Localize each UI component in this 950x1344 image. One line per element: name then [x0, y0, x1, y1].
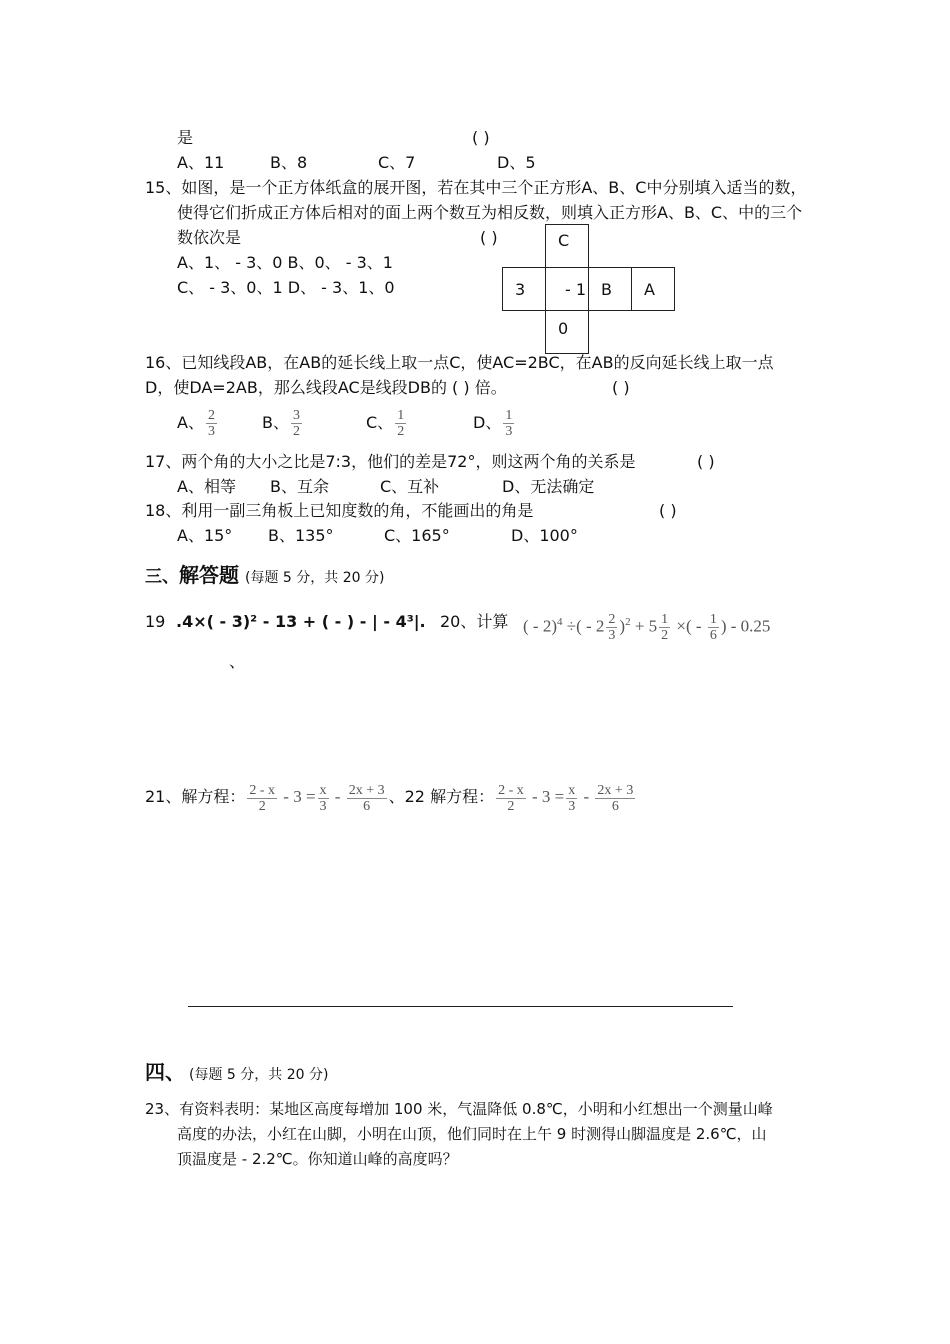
- q21-label: 21、解方程：: [145, 787, 246, 806]
- q22-frac-c-num: 2x + 3: [597, 782, 634, 798]
- net-square-top: [545, 224, 589, 268]
- q20-frac2-den: 2: [661, 628, 669, 644]
- section-4-heading: [145, 1060, 328, 1087]
- q16-option-b-den: 2: [292, 424, 300, 439]
- q20-frac3-den: 6: [709, 628, 717, 644]
- q22-frac-b-den: 3: [568, 798, 576, 814]
- q16-option-c-label: C、: [366, 413, 394, 432]
- q22-frac-c-den: 6: [611, 798, 619, 814]
- q17-option-b: B、互余: [270, 477, 329, 496]
- q21-q22-line: [145, 776, 637, 818]
- q20-frac3-num: 1: [709, 612, 717, 628]
- q22-frac-b-num: x: [568, 782, 576, 798]
- q17-option-c: C、互补: [380, 477, 440, 496]
- section-4-title: 四、: [145, 1060, 185, 1084]
- section-3-note: (每题 5 分，共 20 分): [245, 570, 385, 586]
- q16-option-b-label: B、: [262, 413, 289, 432]
- q18-answer-paren: ( ): [659, 501, 677, 520]
- q16-option-d-label: D、: [473, 413, 502, 432]
- q16-option-d: [473, 405, 516, 441]
- q17-option-a: A、相等: [177, 477, 236, 496]
- net-label-c: C: [558, 231, 570, 250]
- q16-option-a-label: A、: [177, 413, 204, 432]
- q22-frac-a-den: 2: [507, 798, 515, 814]
- net-label-neg1: - 1: [564, 279, 586, 299]
- q16-option-d-den: 3: [505, 424, 513, 439]
- q16-option-b: [262, 405, 304, 441]
- q14-option-b: B、8: [270, 153, 308, 172]
- section-3-prefix: 三、: [145, 567, 179, 587]
- q14-option-a: A、11: [177, 153, 225, 172]
- q22-frac-a-num: 2 - x: [498, 782, 524, 798]
- q23-line3: 顶温度是 - 2.2℃。你知道山峰的高度吗？: [177, 1150, 458, 1168]
- q22-minus: -: [579, 787, 594, 806]
- q15-line1: 15、如图，是一个正方体纸盒的展开图，若在其中三个正方形A、B、C中分别填入适当的数，: [145, 178, 807, 197]
- q15-options-cd: C、 - 3、0、1 D、 - 3、1、0: [177, 278, 395, 297]
- q21-frac-c-num: 2x + 3: [348, 782, 385, 798]
- q18-option-a: A、15°: [177, 526, 233, 545]
- q23-line1: 23、有资料表明：某地区高度每增加 100 米，气温降低 0.8℃，小明和小红想出一个测量山峰: [145, 1100, 773, 1118]
- q18-option-d: D、100°: [511, 526, 578, 545]
- q15-options-ab: A、1、 - 3、0 B、0、 - 3、1: [177, 253, 393, 272]
- q14-answer-paren: ( ): [472, 128, 490, 147]
- q19-expression: .4×( - 3)² - 13 + ( - ) - | - 4³|.: [176, 612, 426, 631]
- q20-part-b: ÷( - 2: [562, 616, 605, 636]
- q16-option-a-den: 3: [207, 424, 215, 439]
- q20-part-e: ) - 0.25: [720, 616, 771, 636]
- net-square-a: [631, 267, 675, 311]
- q16-option-c: [366, 405, 408, 441]
- q20-expression: ( - 2)$^4$ ÷( - 2 $\frac{2}{3}$ )$^2$ + 5 $\frac{1}{2}$ ×( - $\frac{1}{6}$ ) - 0.25: [523, 612, 771, 644]
- q22-minus3: - 3 =: [527, 787, 565, 806]
- q15-answer-paren: ( ): [480, 228, 498, 247]
- q19-number: 19: [145, 612, 166, 631]
- q21-minus: -: [330, 787, 345, 806]
- section-3-title: 解答题: [179, 563, 239, 587]
- q18-option-c: C、165°: [384, 526, 450, 545]
- q17-line: 17、两个角的大小之比是7:3，他们的差是72°，则这两个角的关系是: [145, 452, 636, 471]
- q17-answer-paren: ( ): [697, 452, 715, 471]
- q16-line1: 16、已知线段AB，在AB的延长线上取一点C，使AC=2BC，在AB的反向延长线上取一点: [145, 353, 774, 372]
- q19-mark: 、: [229, 652, 246, 671]
- net-label-a: A: [644, 279, 655, 299]
- q20-frac1-den: 3: [608, 628, 616, 644]
- net-square-b: [588, 267, 632, 311]
- q20-frac1-num: 2: [608, 612, 616, 628]
- q15-line3: 数依次是: [177, 228, 242, 247]
- section-3-heading: [145, 563, 384, 590]
- q21-frac-c-den: 6: [363, 798, 371, 814]
- q20-part-a: ( - 2): [523, 616, 557, 636]
- net-label-3: 3: [515, 279, 526, 299]
- q16-option-a: [177, 405, 219, 441]
- q16-line2: D，使DA=2AB，那么线段AC是线段DB的 ( ) 倍。: [145, 378, 507, 397]
- q15-line2: 使得它们折成正方体后相对的面上两个数互为相反数，则填入正方形A、B、C、中的三个: [177, 203, 803, 222]
- q18-line: 18、利用一副三角板上已知度数的角，不能画出的角是: [145, 501, 534, 520]
- q21-frac-a-den: 2: [258, 798, 266, 814]
- q20-label: 20、计算: [440, 612, 509, 631]
- q23-line2: 高度的办法，小红在山脚，小明在山顶，他们同时在上午 9 时测得山脚温度是 2.6℃，山: [177, 1125, 767, 1143]
- q16-option-d-num: 1: [505, 408, 513, 423]
- q20-exp-2: 2: [625, 616, 631, 628]
- q14-option-d: D、5: [497, 153, 536, 172]
- q17-option-d: D、无法确定: [502, 477, 595, 496]
- q16-option-b-num: 3: [292, 408, 300, 423]
- q21-frac-b-den: 3: [319, 798, 327, 814]
- net-square-center: [545, 267, 589, 311]
- net-square-left: [502, 267, 546, 311]
- horizontal-divider: [188, 1006, 733, 1007]
- q16-option-a-num: 2: [207, 408, 215, 423]
- q20-exp-1: 4: [556, 616, 563, 628]
- q14-tail: 是: [177, 128, 194, 147]
- q14-option-c: C、7: [378, 153, 416, 172]
- q21-frac-a-num: 2 - x: [249, 782, 276, 798]
- q16-answer-paren: ( ): [612, 378, 630, 397]
- q21-minus3: - 3 =: [279, 787, 316, 806]
- net-square-bottom: [545, 310, 589, 354]
- q21-frac-b-num: x: [319, 782, 327, 798]
- net-label-b: B: [601, 279, 612, 299]
- q16-option-c-num: 1: [397, 408, 405, 423]
- q18-option-b: B、135°: [268, 526, 334, 545]
- net-label-0: 0: [558, 319, 569, 338]
- q22-label: 、22 解方程：: [388, 787, 495, 806]
- q20-part-c: + 5: [630, 616, 658, 636]
- section-4-note: (每题 5 分，共 20 分): [189, 1067, 329, 1083]
- q16-option-c-den: 2: [397, 424, 405, 439]
- q20-frac2-num: 1: [661, 612, 669, 628]
- q20-part-d: ×( -: [672, 616, 706, 636]
